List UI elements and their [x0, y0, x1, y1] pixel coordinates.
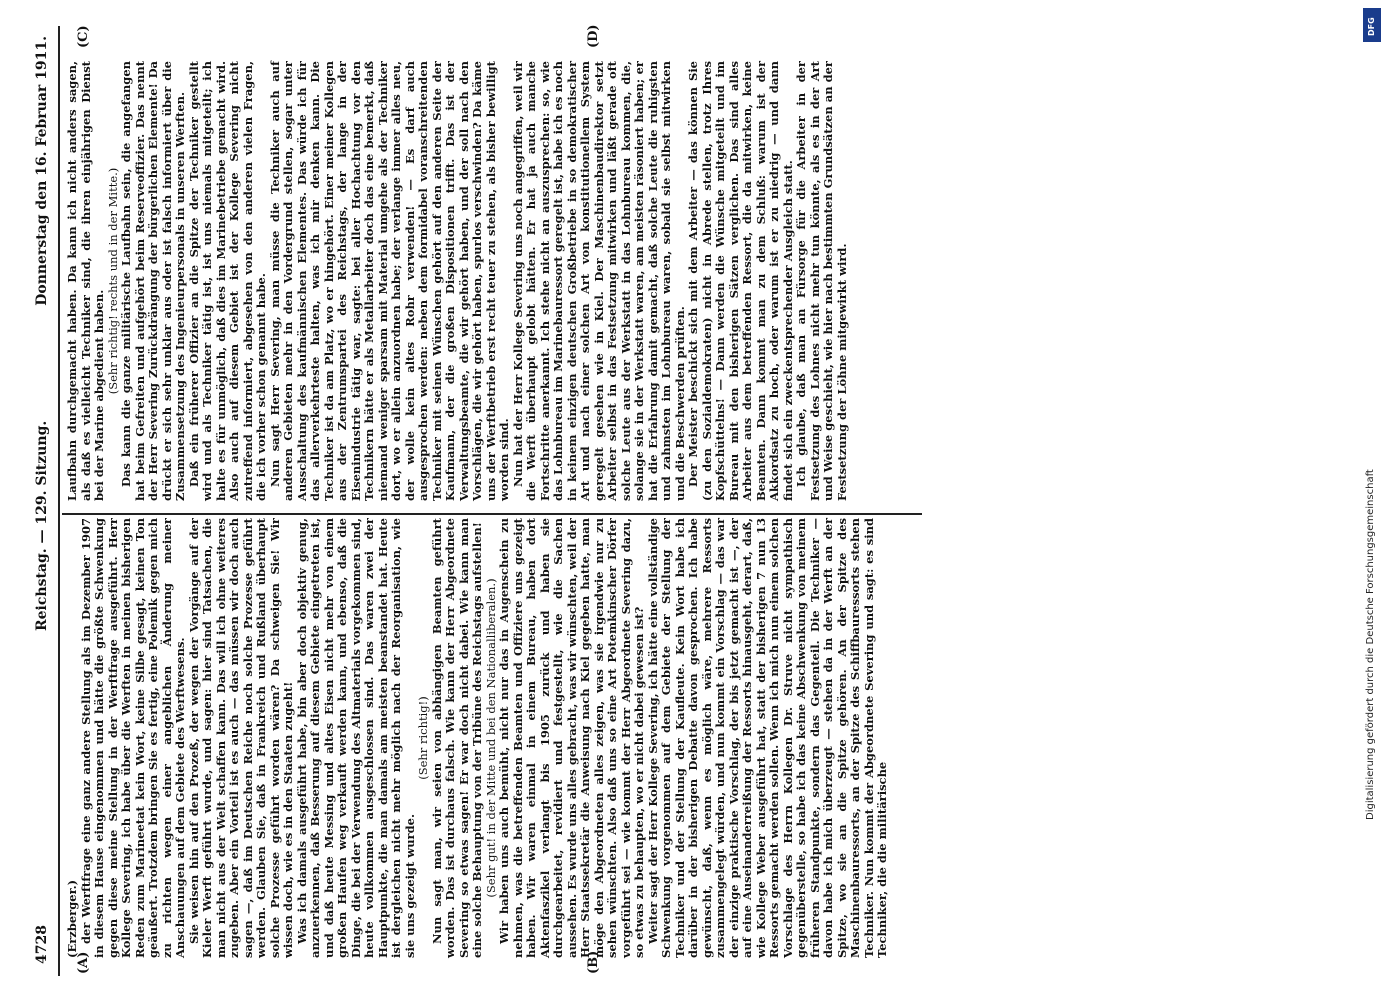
paragraph: Ich glaube, daß man an Fürsorge für die Arbeiter in der Festsetzung des Lohnes nicht mehr tun könnte, als es in der Art und Weise geschieht, wie hier nach bestimmten Grundsätzen an der Festsetzung der Löhne mitgewirkt wird. — [794, 61, 849, 501]
paragraph: Laufbahn durchgemacht haben. Da kann ich nicht anders sagen, als daß es vielleicht Techniker sind, die ihren einjährigen Dienst bei der Marine abgedient haben. — [65, 61, 106, 501]
paragraph: der Werftfrage eine ganz andere Stellung als im Dezember 1907 in diesem Hause eingenommen und hätte die größte Schwenkung gegen diese meine Stellung in der Werftfrage ausgeführt. Herr Kollege Severing, ich habe über die Werften in meinen bisherigen Reden zum Marineetat kein Wort, keine Silbe gesagt, keinen Ton geäußert. Trotzdem bringen Sie es fertig, eine Polemik gegen mich zu richten wegen einer angeblichen Änderung meiner Anschauungen auf dem Gebiete des Werftwesens. — [78, 518, 187, 958]
interjection: (Sehr richtig! rechts und in der Mitte.) — [105, 167, 120, 395]
paragraph: Sie weisen hin auf den Prozeß, der wegen der Vorgänge auf der Kieler Werft geführt wurde, und sagen: hier sind Tatsachen, die man nicht aus der Welt schaffen kann. Das will ich ohne weiteres zugeben. Aber ein Vorteil ist es auch — das müssen wir doch auch sagen —, daß im Deutschen Reiche noch solche Prozesse geführt werden. Glauben Sie, daß in Frankreich und Rußland überhaupt solche Prozesse geführt worden wären? Da schweigen Sie! Wir wissen doch, wie es in den Staaten zugeht! — [186, 518, 295, 958]
margin-marker-d: (D) — [586, 24, 601, 48]
margin-marker-a: (A) — [76, 951, 91, 974]
speaker-name: (Erzberger.) — [65, 879, 79, 958]
dfg-logo: DFG — [1363, 8, 1381, 42]
page-header — [26, 26, 58, 976]
page-number: 4728 — [34, 925, 50, 964]
text-column-left — [66, 518, 890, 958]
paragraph: Der Meister beschickt sich mit dem Arbeiter — das können Sie (zu den Sozialdemokraten) nicht in Abrede stellen, trotz Ihres Kopfschüttelns! — Dann werden die Wünsche mitgeteilt und im Bureau mit den bisherigen Sätzen verglichen. Das sind alles Arbeiter aus dem betreffenden Ressort, die da mitwirken, keine Beamten. Dann kommt man zu dem Schluß: warum ist der Akkordsatz zu hoch, oder warum ist er zu niedrig — und dann findet sich ein zweckentsprechender Ausgleich statt. — [686, 61, 795, 501]
page-title: Reichstag. — 129. Sitzung. — [34, 420, 50, 631]
paragraph: Das kann die ganze militärische Laufbahn sein, die angefangen hat beim Gefreiten und aufgehört beim Reserveoffizier. Das nennt der Herr Severing Zurückdrängung der bürgerlichen Elemente! Da drückt er sich sehr unklar aus oder ist falsch informiert über die Zusammensetzung des Ingenieurpersonals in unseren Werften. — [119, 61, 187, 501]
paragraph: Weiter sagt der Herr Kollege Severing, ich hätte eine vollständige Schwenkung vorgenommen auf dem Gebiete der Stellung der Techniker und der Stellung der Kaufleute. Kein Wort habe ich darüber in der bisherigen Debatte davon gesprochen. Ich habe gewünscht, daß, wenn es möglich wäre, mehrere Ressorts zusammengelegt würden, und nun kommt ein Vorschlag — das war der einzige praktische Vorschlag, der bis jetzt gemacht ist —, der auf eine Auseinanderreißung der Ressorts hinausgeht, derart, daß, wie Kollege Weber ausgeführt hat, statt der bisherigen 7 nun 13 Ressorts gemacht werden sollen. Wenn ich mich nun einem solchen Vorschlage des Herrn Kollegen Dr. Struve nicht sympathisch gegenüberstelle, so habe ich das keine Abschwenkung von meinem früheren Standpunkte, sondern das Gegenteil. Die Techniker — davon habe ich mich überzeugt — stehen da in der Werft an der Spitze, wo sie an die Spitze gehören. An der Spitze des Maschinenbauressorts, an der Spitze des Schiffbauressorts stehen Techniker. Nun kommt der Abgeordnete Severing und sagt: es sind Techniker, die die militärische — [645, 518, 889, 958]
column-divider — [62, 514, 922, 516]
paragraph: Was ich damals ausgeführt habe, bin aber doch objektiv genug, anzuerkennen, daß Besserung auf diesem Gebiete eingetreten ist, und daß heute Messing und altes Eisen nicht mehr von einem großen Haufen weg verkauft werden kann, und ebenso, daß die Dinge, die bei der Verwendung des Altmaterials vorgekommen sind, heute vollkommen ausgeschlossen sind. Das waren zwei der Hauptpunkte, die man damals am meisten beanstandet hat. Heute ist dergleichen nicht mehr möglich nach der Reorganisation, wie sie uns gezeigt wurde. — [294, 518, 417, 958]
header-rule — [58, 26, 60, 976]
paragraph: Wir haben uns auch bemüht, nicht nur das in Augenschein zu nehmen, was die betreffenden Beamten und Offiziere uns gezeigt haben. Wir waren einmal in einem Bureau, haben dort Aktenfaszikel verlangt bis 1905 zurück und haben sie durchgearbeitet, revidiert und festgestellt, wie die Sachen aussehen. Es wurde uns alles gebracht, was wir wünschten, weil der Herr Staatssekretär die Anweisung nach Kiel gegeben hatte, man möge den Abgeordneten alles zeigen, was sie irgendwie nur zu sehen wünschten. Also daß uns so eine Art Potemkinscher Dörfer vorgeführt sei — wie kommt der Herr Abgeordnete Severing dazu, so etwas zu behaupten, wo er nicht dabei gewesen ist? — [497, 518, 646, 958]
paragraph: Nun sagt man, wir seien von abhängigen Beamten geführt worden. Das ist durchaus falsch. Wie kann der Herr Abgeordnete Severing so etwas sagen! Er war doch nicht dabei. Wie kann man eine solche Behauptung von der Tribüne des Reichstags aufstellen! — [429, 518, 484, 958]
interjection: (Sehr gut! in der Mitte und bei den Nationalliberalen.) — [483, 578, 498, 898]
digitization-note-text: Digitalisierung gefördert durch die Deutsche Forschungsgemeinschaft — [1365, 469, 1376, 820]
digitization-note — [1365, 40, 1379, 820]
paragraph: Daß ein früherer Offizier an die Spitze der Techniker gestellt wird und als Techniker tätig ist, ist uns niemals mitgeteilt; ich halte es für unmöglich, daß dies im Marinebetriebe gemacht wird. Also auch auf diesem Gebiet ist der Kollege Severing nicht zutreffend informiert, abgesehen von den anderen vielen Fragen, die ich vorher schon genannt habe. — [186, 61, 268, 501]
paragraph: Nun sagt Herr Severing, man müsse die Techniker auch auf anderen Gebieten mehr in den Vordergrund stellen, sogar unter Ausschaltung des kaufmännischen Elementes. Das würde ich für das allerverkehrteste halten, was ich mir denken kann. Die Techniker ist da am Platz, wo er hingehört. Einer meiner Kollegen aus der Zentrumspartei des Reichstags, der lange in der Eisenindustrie tätig war, sagte: bei aller Hochachtung vor den Technikern hätte er als Metallarbeiter doch das eine bemerkt, daß niemand weniger sparsam mit Material umgehe als der Techniker dort, wo er allein anzuordnen habe; der verlange immer alles neu, der wolle kein altes Rohr verwenden! — Es darf auch ausgesprochen werden: neben dem formidabel voranschreitenden Techniker mit seinen Wünschen gehört auf den anderen Seite der Kaufmann, der die großen Dispositionen trifft. Das ist der Verwaltungsbeamte, die wir gehört haben, und der soll nach den Vorschlägen, die wir gehört haben, spurlos verschwinden? Da käme uns der Werftbetrieb erst recht teuer zu stehen, als bisher bewilligt worden sind. — [267, 61, 511, 501]
rotated-page-content — [26, 26, 1326, 976]
margin-marker-c: (C) — [76, 25, 91, 48]
text-column-right — [66, 61, 849, 501]
margin-marker-b: (B) — [586, 950, 601, 974]
session-date: Donnerstag den 16. Februar 1911. — [34, 36, 50, 306]
paragraph: Nun hat der Herr Kollege Severing uns noch angegriffen, weil wir die Werft überhaupt gelobt hätten. Er hat ja auch manche Fortschritte anerkannt. Ich stehe nicht an auszusprechen: so, wie das Lohnbureau im Marinebauressort geregelt ist, habe ich es noch in keinem einzigen deutschen Großbetriebe in so demokratischer Art und nach einer solchen Art von konstitutionellem System geregelt gesehen wie in Kiel. Der Maschinenbaudirektor setzt Arbeiter selbst in das Festsetzung mitwirken und läßt gerade oft solche Leute aus der Werkstatt in das Lohnbureau kommen, die, solange sie in der Werkstatt waren, am meisten räsoniert haben; er hat die Erfahrung damit gemacht, daß solche Leute die ruhigsten und zahmsten im Lohnbureau waren, sobald sie selbst mitwirken und die Beschwerden prüften. — [510, 61, 687, 501]
interjection: (Sehr richtig!) — [416, 696, 430, 780]
